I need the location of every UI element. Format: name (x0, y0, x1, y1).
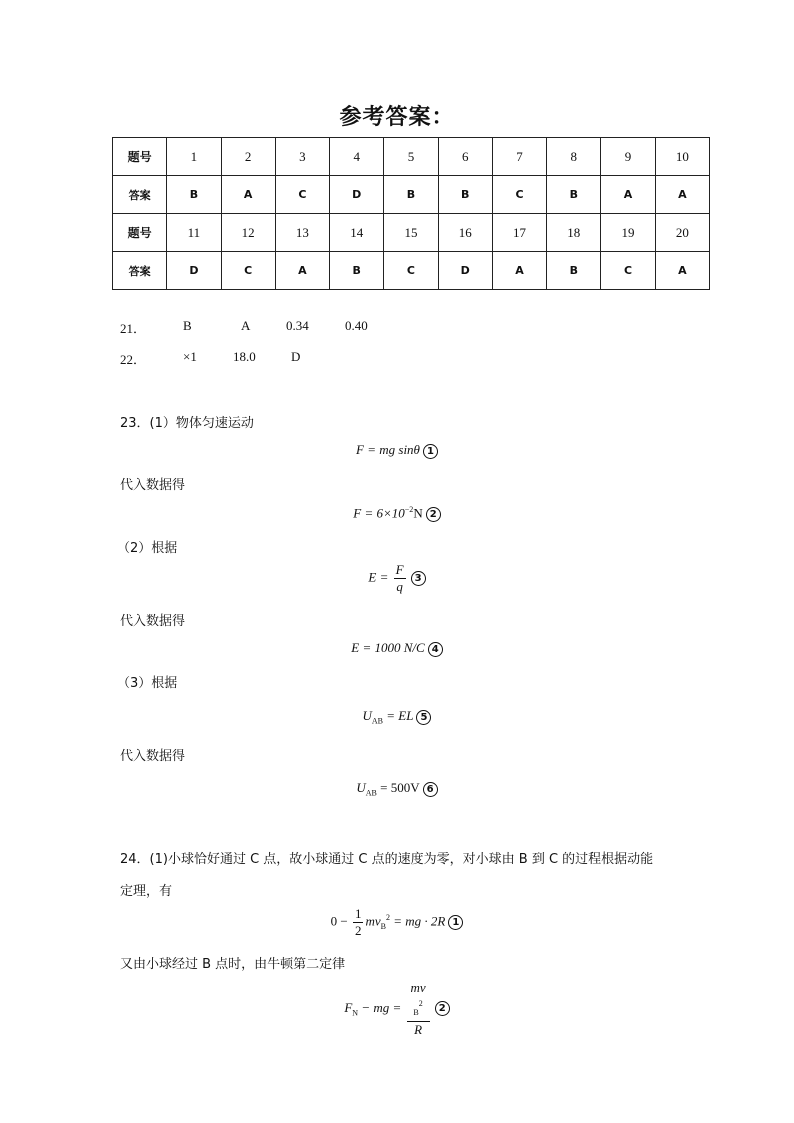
equation-marker: 2 (426, 507, 441, 522)
answer-cell: A (601, 176, 655, 214)
question-number-cell: 20 (655, 214, 709, 252)
q23-substitute-1: 代入数据得 (120, 478, 186, 493)
q23-equation-3: E = $\frac{F}{q}$ 3 (0, 562, 794, 595)
q23-part2: （2）根据 (117, 541, 178, 556)
row-label: 答案 (113, 176, 167, 214)
answer-cell: B (438, 176, 492, 214)
q22-answer-3: D (291, 349, 301, 364)
q23-part1: 23．(1）物体匀速运动 (120, 416, 254, 431)
question-number-cell: 8 (547, 138, 601, 176)
table-row (113, 214, 710, 252)
answer-cell: A (275, 252, 329, 290)
question-number-cell: 11 (167, 214, 221, 252)
fraction: $\frac{F}{q}$ (395, 562, 404, 594)
answer-cell: D (167, 252, 221, 290)
equation-marker: 6 (423, 782, 438, 797)
q24-part1-continued: 定理，有 (120, 884, 173, 899)
question-number-cell: 9 (601, 138, 655, 176)
question-number-cell: 16 (438, 214, 492, 252)
question-number-cell: 1 (167, 138, 221, 176)
q24-part1: 24．(1)小球恰好通过 C 点，故小球通过 C 点的速度为零，对小球由 B 到 C 的过程根据动能 (120, 852, 654, 867)
answer-cell: A (221, 176, 275, 214)
question-number-cell: 18 (547, 214, 601, 252)
q24-equation-2: $F_N$ − mg = mv $_B^2$ R 2 (0, 980, 794, 1038)
q24-equation-1: 0 − $\frac{1}{2}$ $mv_B^2$ = mg · 2R 1 (0, 906, 794, 939)
question-number-cell: 19 (601, 214, 655, 252)
equation-marker: 3 (411, 571, 426, 586)
question-number-cell: 6 (438, 138, 492, 176)
equation-marker: 2 (435, 1001, 450, 1016)
question-number-cell: 17 (492, 214, 546, 252)
answer-cell: C (275, 176, 329, 214)
answer-cell: C (221, 252, 275, 290)
q21-answer-2: A (241, 318, 251, 333)
answer-table (112, 137, 710, 290)
answer-cell: B (384, 176, 438, 214)
answer-cell: A (655, 176, 709, 214)
table-row (113, 138, 710, 176)
answer-cell: D (438, 252, 492, 290)
q21-answer-3: 0.34 (286, 318, 309, 333)
q23-equation-5: $U_{AB}$ = EL 5 (0, 708, 794, 726)
question-number-cell: 4 (330, 138, 384, 176)
equation-marker: 1 (423, 444, 438, 459)
q23-equation-2: $F = 6\times 10^{-2}N$ 2 (0, 505, 794, 522)
answer-cell: B (547, 252, 601, 290)
equation-marker: 5 (416, 710, 431, 725)
answer-cell: B (547, 176, 601, 214)
table-row (113, 252, 710, 290)
question-number-cell: 12 (221, 214, 275, 252)
answer-cell: A (655, 252, 709, 290)
q23-equation-1: F = mg sinθ 1 (0, 442, 794, 459)
answer-cell: B (167, 176, 221, 214)
question-number-cell: 5 (384, 138, 438, 176)
q23-part3: （3）根据 (117, 676, 178, 691)
answer-cell: B (330, 252, 384, 290)
question-number-cell: 14 (330, 214, 384, 252)
equation-marker: 1 (448, 915, 463, 930)
q21-number: 21． (120, 321, 147, 336)
question-number-cell: 13 (275, 214, 329, 252)
q23-equation-4: E = 1000 N/C 4 (0, 640, 794, 657)
page-title: 参考答案： (339, 105, 455, 130)
q21-answer-4: 0.40 (345, 318, 368, 333)
q22-number: 22． (120, 352, 147, 367)
answer-cell: C (384, 252, 438, 290)
question-number-cell: 10 (655, 138, 709, 176)
question-number-cell: 7 (492, 138, 546, 176)
answer-cell: C (492, 176, 546, 214)
question-number-cell: 2 (221, 138, 275, 176)
table-row (113, 176, 710, 214)
row-label: 题号 (113, 214, 167, 252)
question-number-cell: 15 (384, 214, 438, 252)
q22-answer-1: ×1 (183, 349, 197, 364)
answer-cell: A (492, 252, 546, 290)
row-label: 题号 (113, 138, 167, 176)
q23-equation-6: $U_{AB} = 500V$ 6 (0, 780, 794, 798)
q23-substitute-3: 代入数据得 (120, 749, 186, 764)
fraction: $\frac{1}{2}$ (354, 906, 362, 938)
row-label: 答案 (113, 252, 167, 290)
equation-marker: 4 (428, 642, 443, 657)
q22-answer-2: 18.0 (233, 349, 256, 364)
question-number-cell: 3 (275, 138, 329, 176)
answer-cell: D (330, 176, 384, 214)
q21-answer-1: B (183, 318, 192, 333)
q23-substitute-2: 代入数据得 (120, 614, 186, 629)
fraction: mv $_B^2$ R (407, 980, 430, 1038)
answer-cell: C (601, 252, 655, 290)
q24-part2: 又由小球经过 B 点时，由牛顿第二定律 (120, 957, 346, 972)
